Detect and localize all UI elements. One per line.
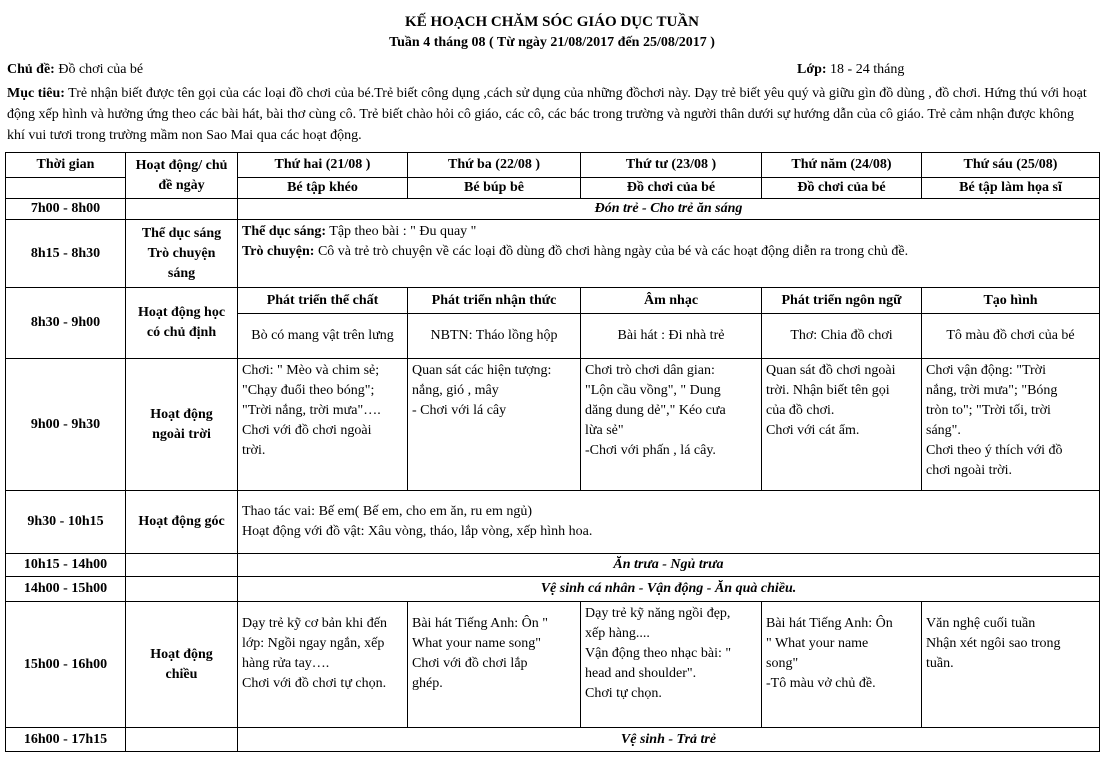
- topic-label: Chủ đề:: [7, 62, 55, 77]
- goal-label: Mục tiêu:: [7, 86, 65, 101]
- activity-line: Hoạt động: [150, 406, 213, 422]
- cell-line: lừa sẻ": [585, 423, 624, 438]
- activity-line: chiều: [165, 666, 198, 682]
- cell-line: Bài hát Tiếng Anh: Ôn ": [412, 616, 549, 631]
- theme-mon: Bé tập khéo: [238, 178, 408, 199]
- lesson-cell: Bài hát : Đi nhà trẻ: [581, 314, 762, 359]
- theme-tue: Bé búp bê: [408, 178, 581, 199]
- cell-line: Chơi với đồ chơi lắp: [412, 656, 528, 671]
- activity-line: sáng: [167, 265, 196, 281]
- corner-line: Hoạt động với đồ vật: Xâu vòng, tháo, lắp vòng, xếp hình hoa.: [242, 524, 593, 539]
- time-cell: 9h30 - 10h15: [6, 491, 126, 554]
- lesson-cell: Bò có mang vật trên lưng: [238, 314, 408, 359]
- cell-line: ghép.: [412, 676, 443, 691]
- day-wed: Thứ tư (23/08 ): [581, 153, 762, 178]
- cell-line: Dạy trẻ kỹ năng ngồi đẹp,: [585, 606, 731, 621]
- activity-outdoor: [126, 359, 238, 491]
- cell-line: Chơi trò chơi dân gian:: [585, 363, 715, 378]
- theme-fri: Bé tập làm họa sĩ: [922, 178, 1100, 199]
- time-cell: 8h30 - 9h00: [6, 288, 126, 359]
- class-label: Lớp:: [797, 62, 827, 77]
- page-subtitle: Tuần 4 tháng 08 ( Từ ngày 21/08/2017 đến 25/08/2017 ): [389, 35, 715, 50]
- header-time-blank: [6, 178, 126, 199]
- lesson-cell: Thơ: Chia đồ chơi: [762, 314, 922, 359]
- topic-value: Đồ chơi của bé: [54, 62, 144, 77]
- cell-line: Chơi với cát ẩm.: [766, 423, 860, 438]
- activity-blank: [126, 577, 238, 602]
- cell-line: Dạy trẻ kỹ cơ bản khi đến: [242, 616, 388, 631]
- activity-line: Thể dục sáng: [141, 225, 222, 241]
- goal-paragraph: [7, 83, 1095, 146]
- afternoon-cell: [408, 602, 581, 728]
- activity-corner: Hoạt động góc: [126, 491, 238, 554]
- subject-cell: Phát triển ngôn ngữ: [762, 288, 922, 314]
- cell-line: "Trời nắng, trời mưa"….: [242, 403, 381, 418]
- day-mon: Thứ hai (21/08 ): [238, 153, 408, 178]
- cell-line: Chơi vận động: "Trời: [926, 363, 1046, 378]
- time-cell: 7h00 - 8h00: [6, 199, 126, 220]
- corner-content: [238, 491, 1100, 554]
- activity-line: Trò chuyện: [147, 245, 216, 261]
- cell-line: Chơi với đồ chơi tự chọn.: [242, 676, 387, 691]
- topic-line: [7, 62, 143, 78]
- outdoor-cell: [922, 359, 1100, 491]
- time-cell: 8h15 - 8h30: [6, 220, 126, 288]
- afternoon-cell: [238, 602, 408, 728]
- cell-line: chơi ngoài trời.: [926, 463, 1012, 478]
- lesson-cell: NBTN: Tháo lồng hộp: [408, 314, 581, 359]
- time-cell: 14h00 - 15h00: [6, 577, 126, 602]
- cell-line: Văn nghệ cuối tuần: [926, 616, 1036, 631]
- cell-line: Chơi với đồ chơi ngoài: [242, 423, 372, 438]
- hygiene-pickup: Vệ sinh - Trả trẻ: [238, 728, 1100, 752]
- theme-thu: Đồ chơi của bé: [762, 178, 922, 199]
- cell-line: hàng rửa tay….: [242, 656, 330, 671]
- cell-line: trời. Nhận biết tên gọi: [766, 383, 890, 398]
- subject-cell: Âm nhạc: [581, 288, 762, 314]
- cell-line: Vận động theo nhạc bài: ": [585, 646, 732, 661]
- cell-line: -Chơi với phấn , lá cây.: [585, 443, 716, 458]
- day-tue: Thứ ba (22/08 ): [408, 153, 581, 178]
- goal-text: Trẻ nhận biết được tên gọi của các loại đồ chơi của bé.Trẻ biết công dụng ,cách sử dụng của những đồchơi này. Dạy trẻ biết yêu quý và giữu gìn đồ dùng , đồ chơi. Hứng thú với hoạt động xếp hình và hưởng ứng theo các bài hát, bài thơ cùng cô. Trẻ biết chào hỏi cô giáo, các cô, các bác trong trường và người thân dưới sự hướng dẫn của cô giáo. Trẻ cảm nhận được không khí vui tươi trong trường mầm non Sao Mai qua các hoạt động.: [7, 86, 1087, 143]
- activity-afternoon: [126, 602, 238, 728]
- cell-line: " What your name: [766, 636, 869, 651]
- cell-line: tròn to"; "Trời tối, trời: [926, 403, 1051, 418]
- header-activity: Hoạt động/ chủ đề ngày: [126, 153, 238, 199]
- outdoor-cell: [581, 359, 762, 491]
- cell-line: trời.: [242, 443, 266, 458]
- exercise-label: Thể dục sáng:: [242, 224, 327, 239]
- outdoor-cell: [238, 359, 408, 491]
- time-cell: 9h00 - 9h30: [6, 359, 126, 491]
- theme-wed: Đồ chơi của bé: [581, 178, 762, 199]
- cell-line: sáng".: [926, 423, 961, 438]
- morning-content: [238, 220, 1100, 288]
- header-time: Thời gian: [6, 153, 126, 178]
- activity-blank: [126, 554, 238, 577]
- afternoon-cell: [922, 602, 1100, 728]
- class-value: 18 - 24 tháng: [826, 62, 905, 77]
- cell-line: Chơi tự chọn.: [585, 686, 662, 701]
- page-title: KẾ HOẠCH CHĂM SÓC GIÁO DỤC TUẦN: [405, 14, 699, 30]
- activity-line: Hoạt động học: [137, 305, 226, 320]
- time-cell: 15h00 - 16h00: [6, 602, 126, 728]
- cell-line: -Tô màu vở chủ đề.: [766, 676, 876, 691]
- lunch-nap: Ăn trưa - Ngủ trưa: [238, 554, 1100, 577]
- corner-line: Thao tác vai: Bế em( Bế em, cho em ăn, ru em ngủ): [242, 504, 533, 519]
- arrival-breakfast: Đón trẻ - Cho trẻ ăn sáng: [238, 199, 1100, 220]
- day-thu: Thứ năm (24/08): [762, 153, 922, 178]
- time-cell: 16h00 - 17h15: [6, 728, 126, 752]
- cell-line: - Chơi với lá cây: [412, 403, 507, 418]
- cell-line: Nhận xét ngôi sao trong: [926, 636, 1061, 651]
- hygiene-snack: Vệ sinh cá nhân - Vận động - Ăn quà chiều.: [238, 577, 1100, 602]
- weekly-plan-table: [5, 152, 1100, 752]
- cell-line: "Chạy đuổi theo bóng";: [242, 383, 375, 398]
- activity-blank: [126, 199, 238, 220]
- class-line: [797, 62, 904, 78]
- cell-line: dăng dung dẻ"," Kéo cưa: [585, 403, 726, 418]
- afternoon-cell: [762, 602, 922, 728]
- talk-text: Cô và trẻ trò chuyện về các loại đồ dùng đồ chơi hàng ngày của bé và các hoạt động diễn ra trong chủ đề.: [314, 244, 909, 259]
- cell-line: Chơi: " Mèo và chim sẻ;: [242, 363, 380, 378]
- subject-cell: Phát triển thể chất: [238, 288, 408, 314]
- cell-line: lớp: Ngồi ngay ngắn, xếp: [242, 636, 385, 651]
- cell-line: head and shoulder".: [585, 666, 697, 681]
- subject-cell: Phát triển nhận thức: [408, 288, 581, 314]
- activity-line: Hoạt động: [150, 646, 213, 662]
- lesson-cell: Tô màu đồ chơi của bé: [922, 314, 1100, 359]
- day-fri: Thứ sáu (25/08): [922, 153, 1100, 178]
- talk-label: Trò chuyện:: [242, 244, 315, 259]
- cell-line: What your name song": [412, 636, 541, 651]
- outdoor-cell: [408, 359, 581, 491]
- activity-blank: [126, 728, 238, 752]
- cell-line: Quan sát các hiện tượng:: [412, 363, 552, 378]
- cell-line: nắng, gió , mây: [412, 383, 499, 398]
- cell-line: song": [766, 656, 799, 671]
- cell-line: Chơi theo ý thích với đồ: [926, 443, 1063, 458]
- cell-line: Bài hát Tiếng Anh: Ôn: [766, 616, 893, 631]
- exercise-text: Tập theo bài : " Đu quay ": [326, 224, 477, 239]
- cell-line: nắng, trời mưa"; "Bóng: [926, 383, 1058, 398]
- cell-line: "Lộn cầu vồng", " Dung: [585, 383, 721, 398]
- activity-lesson: [126, 288, 238, 359]
- activity-line: ngoài trời: [152, 426, 211, 442]
- time-cell: 10h15 - 14h00: [6, 554, 126, 577]
- talk-line: [242, 242, 1095, 262]
- exercise-line: [242, 222, 1095, 242]
- activity-morning: [126, 220, 238, 288]
- outdoor-cell: [762, 359, 922, 491]
- cell-line: xếp hàng....: [585, 626, 650, 641]
- cell-line: Quan sát đồ chơi ngoài: [766, 363, 896, 378]
- activity-line: có chủ định: [146, 325, 217, 340]
- cell-line: của đồ chơi.: [766, 403, 835, 418]
- afternoon-cell: [581, 602, 762, 728]
- cell-line: tuần.: [926, 656, 954, 671]
- subject-cell: Tạo hình: [922, 288, 1100, 314]
